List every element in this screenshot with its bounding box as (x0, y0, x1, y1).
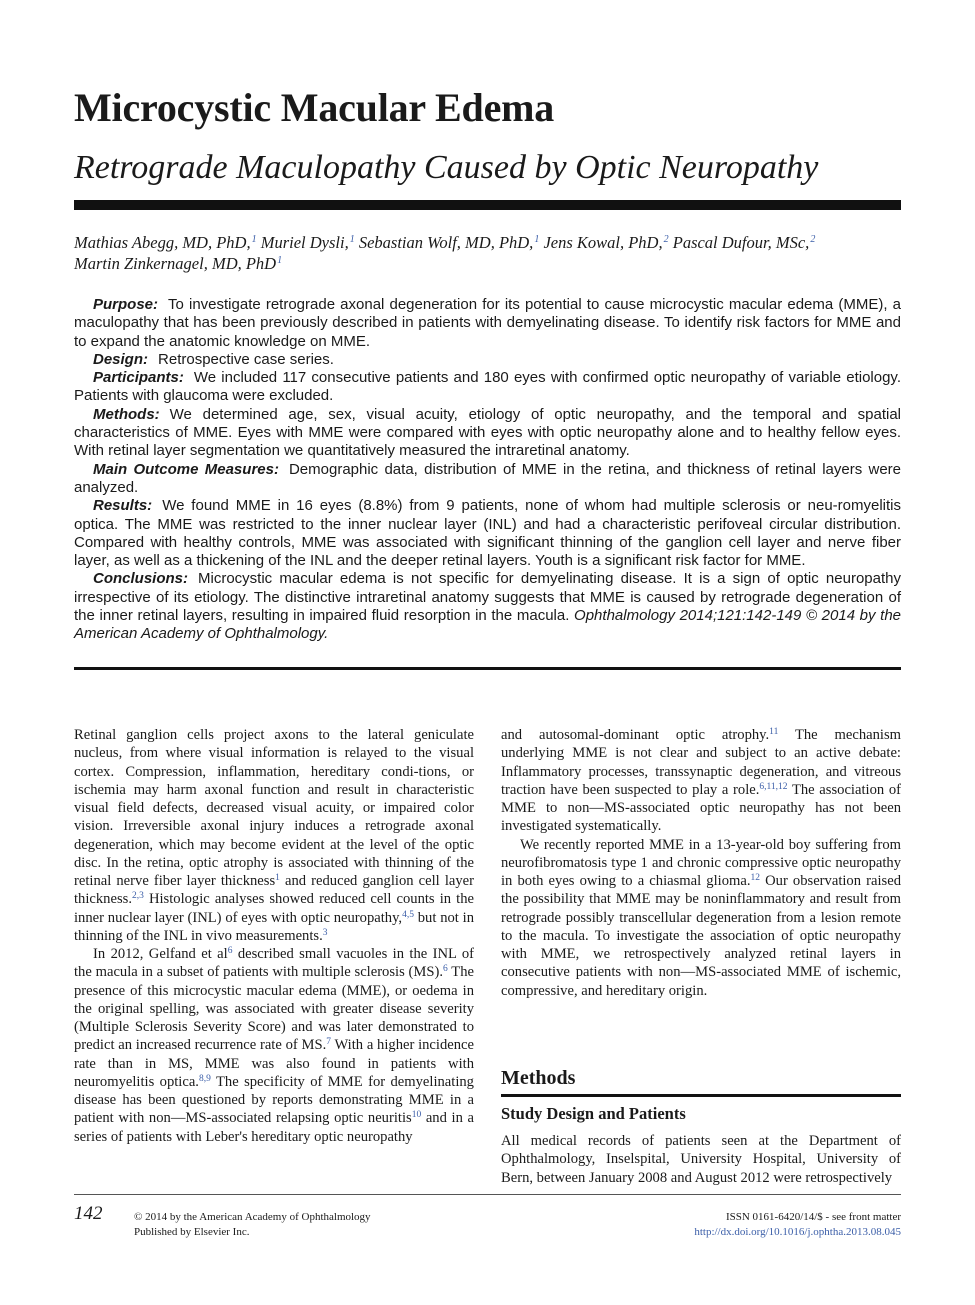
affiliation-ref-link[interactable]: 1 (534, 234, 540, 245)
abstract-heading: Main Outcome Measures: (93, 460, 279, 478)
author: Mathias Abegg, MD, PhD,$^1$ (74, 233, 257, 252)
affiliation-ref-link[interactable]: 2 (663, 234, 669, 245)
body-paragraph: We recently reported MME in a 13-year-old boy suffering from neurofibromatosis type 1 and chronic compressive optic neuropathy in both eyes owing to a chiasmal glioma.$^{12}$ Our observation raised the possibility that MME may be noninflammatory and result from retrograde possibly transcellular degeneration from a lesion remote to the macula. To investigate the association of optic neuropathy with MME, we retrospectively analyzed retinal layers in consecutive patients with non—MS-associated MME of ischemic, compressive, and hereditary origin. (501, 836, 901, 999)
author: Martin Zinkernagel, MD, PhD$^1$ (74, 254, 283, 273)
title-divider (74, 200, 901, 210)
footer-publisher-info (134, 1210, 371, 1240)
publisher-notice: Published by Elsevier Inc. (134, 1226, 250, 1238)
journal-citation: Ophthalmology 2014;121:142-149 © 2014 by the American Academy of Ophthalmology. (74, 607, 902, 643)
reference-link[interactable]: 6 (227, 946, 233, 956)
copyright-notice: © 2014 by the American Academy of Ophthalmology (134, 1211, 371, 1223)
abstract-heading: Design: (93, 350, 149, 368)
body-column-right (501, 726, 901, 1000)
doi-link[interactable]: http://dx.doi.org/10.1016/j.ophtha.2013.08.045 (694, 1226, 901, 1238)
author: Jens Kowal, PhD,$^2$ (543, 233, 669, 252)
abstract-participants: Participants: We included 117 consecutive patients and 180 eyes with confirmed optic neuropathy of variable etiology. Patients with glaucoma were excluded. (74, 369, 901, 405)
affiliation-ref-link[interactable]: 1 (251, 234, 257, 245)
abstract-outcome-measures: Main Outcome Measures: Demographic data, distribution of MME in the retina, and thickness of retinal layers were analyzed. (74, 460, 902, 496)
affiliation-ref-link[interactable]: 1 (277, 255, 283, 266)
issn: ISSN 0161-6420/14/$ - see front matter (725, 1211, 901, 1223)
body-paragraph: In 2012, Gelfand et $al^6$ described small vacuoles in the INL of the macula in a subset of patients with multiple sclerosis (MS).$^6$ The presence of this microcystic macular edema (MME), or oedema in the original spelling, was associated with greater disease severity (Multiple Sclerosis Severity Score) and was later demonstrated to predict an increased recurrence rate of MS.$^7$ With a higher incidence rate than in MS, MME was also found in patients with neuromyelitis optica.$^{8,9}$ The specificity of MME for demyelinating disease has been questioned by reports demonstrating MME in a patient with non—MS-associated relapsing optic neuritis$^{10}$ and in a series of patients with Leber's hereditary optic neuropathy (74, 946, 474, 1145)
abstract-purpose: Purpose: To investigate retrograde axonal degeneration for its potential to cause microcystic macular edema (MME), a maculopathy that has been previously described in patients with demyelinating disease. To identify risk factors for MME and to expand the anatomic knowledge on MME. (74, 296, 901, 350)
affiliation-ref-link[interactable]: 2 (810, 234, 816, 245)
abstract-results: Results: We found MME in 16 eyes (8.8%) from 9 patients, none of whom had multiple sclerosis or neu-romyelitis optica. The MME was restricted to the inner nuclear layer (INL) and had a characteristic perifoveal circular distribution. Compared with healthy controls, MME was associated with significant thinning of the ganglion cell layer and nerve fiber layer, as well as a thickening of the INL and the deeper retinal layers. Youth is a significant risk factor for MME. (74, 497, 901, 570)
reference-link[interactable]: 10 (411, 1110, 422, 1121)
section-heading-methods: Methods (501, 1067, 576, 1089)
abstract-methods: Methods: We determined age, sex, visual acuity, etiology of optic neuropathy, and the temporal and spatial characteristics of MME. Eyes with MME were compared with eyes with optic neuropathy alone and to healthy fellow eyes. With retinal layer segmentation we quantitatively measured the intraretinal anatomy. (74, 405, 901, 460)
abstract-heading: Purpose: (93, 296, 159, 313)
reference-link[interactable]: 1 (275, 873, 280, 883)
abstract-heading: Conclusions: (93, 570, 189, 588)
section-divider (501, 1094, 901, 1097)
reference-link[interactable]: 6,11,12 (759, 781, 788, 792)
affiliation-ref-link[interactable]: 1 (349, 234, 355, 245)
author: Muriel Dysli,$^1$ (260, 233, 355, 252)
author: Pascal Dufour, MSc,$^2$ (672, 233, 816, 252)
article-title: Microcystic Macular Edema (74, 85, 555, 130)
author-list (74, 232, 901, 274)
reference-link[interactable]: 2,3 (131, 891, 144, 902)
page-number: 142 (74, 1203, 103, 1224)
reference-link[interactable]: 7 (326, 1037, 331, 1048)
abstract-heading: Methods: (93, 405, 160, 423)
body-paragraph: and autosomal-dominant optic atrophy.$^{11}$ The mechanism underlying MME is not clear and subject to an active debate: Inflammatory processes, transsynaptic degeneration, and vitreous traction have been suspected to play a role.$^{6,11,12}$ The association of MME to non—MS-associated optic neuropathy has not been investigated systematically. (501, 727, 901, 835)
reference-link[interactable]: 8,9 (198, 1073, 211, 1084)
body-column-left (74, 726, 474, 1146)
abstract-divider (74, 667, 901, 670)
footer-divider (74, 1194, 901, 1195)
reference-link[interactable]: 12 (750, 873, 760, 883)
reference-link[interactable]: 3 (322, 927, 328, 938)
abstract (74, 296, 901, 644)
abstract-heading: Results: (93, 497, 153, 515)
footer-identifiers (694, 1210, 901, 1240)
author: Sebastian Wolf, MD, PhD,$^1$ (358, 233, 540, 252)
reference-link[interactable]: 11 (769, 727, 779, 737)
reference-link[interactable]: 4,5 (402, 909, 414, 920)
article-subtitle: Retrograde Maculopathy Caused by Optic Neuropathy (74, 149, 819, 186)
methods-paragraph: All medical records of patients seen at the Department of Ophthalmology, Inselspital, University Hospital, University of Bern, between January 2008 and August 2012 were retrospectively (501, 1133, 901, 1186)
abstract-heading: Participants: (93, 369, 184, 387)
body-paragraph: Retinal ganglion cells project axons to the lateral geniculate nucleus, from where visual information is relayed to the visual cortex. Compression, inflammation, hereditary condi-tions, or ischemia may harm axonal function and result in characteristic visual field defects, decreased visual acuity, or impaired color vision. Irreversible axonal injury induces a retrograde axonal degeneration, which may become evident at the level of the optic disc. In the retina, optic atrophy is associated with thinning of the retinal nerve fiber layer thickness$^1$ and reduced ganglion cell layer thickness.$^{2,3}$ Histologic analyses showed reduced cell counts in the inner nuclear layer (INL) of eyes with optic neuropathy,$^{4,5}$ but not in thinning of the INL in vivo measurements.$^3$ (74, 727, 474, 944)
abstract-design: Design: Retrospective case series. (93, 350, 334, 368)
subsection-heading: Study Design and Patients (501, 1104, 686, 1123)
reference-link[interactable]: 6 (443, 964, 448, 975)
abstract-conclusions: Conclusions: Microcystic macular edema is not specific for demyelinating disease. It is a sign of optic neuropathy irrespective of its etiology. The distinctive intraretinal anatomy suggests that MME is caused by retrograde degeneration of the inner retinal layers, resulting in impaired fluid resorption in the macula. Ophthalmology 2014;121:142-149 © 2014 by the American Academy of Ophthalmology. (74, 570, 902, 643)
